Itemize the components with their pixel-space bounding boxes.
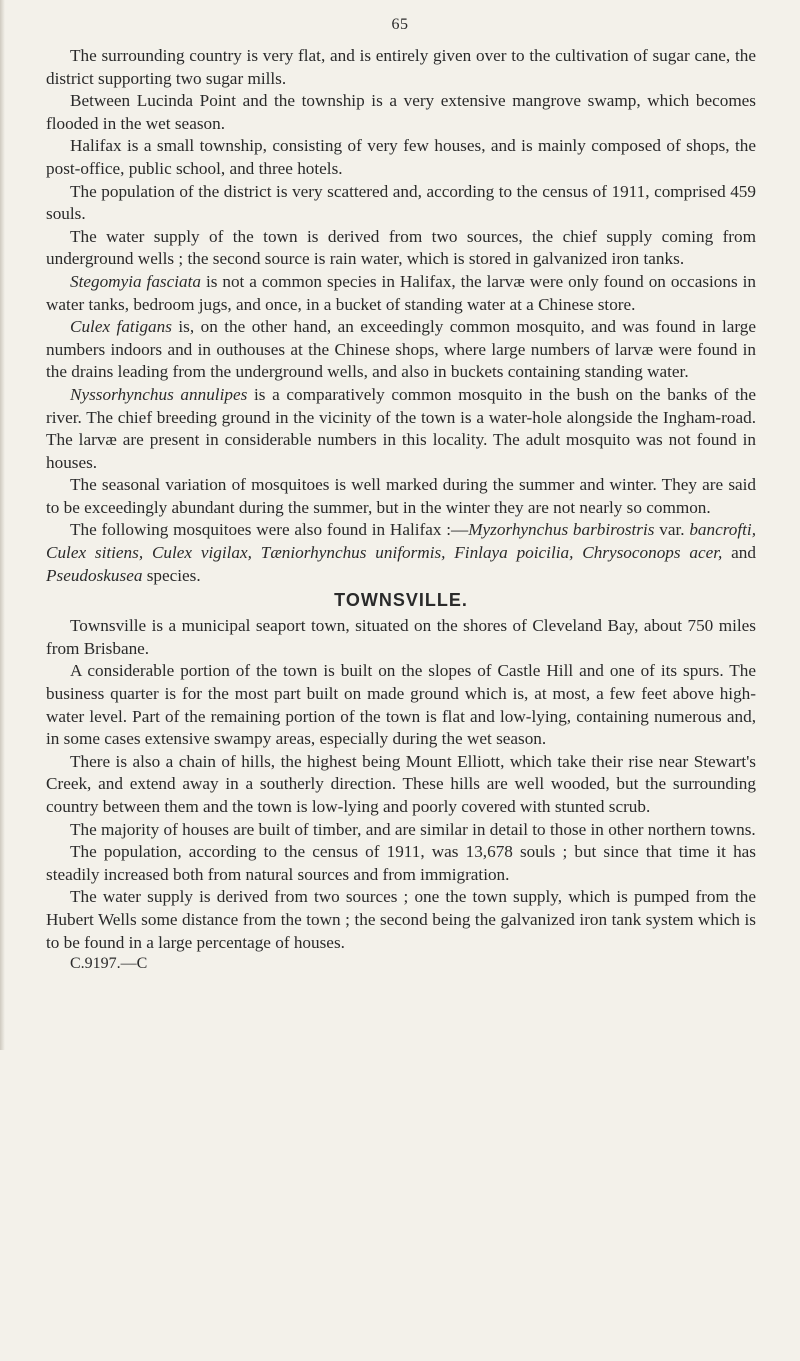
section-heading-townsville: TOWNSVILLE. [334, 590, 468, 611]
paragraph-other-mosquitoes [46, 519, 756, 587]
paragraph-halifax-population: The population of the district is very scattered and, according to the census of 1911, comprised 459 souls. [46, 181, 756, 224]
paragraph-townsville-water-supply: The water supply is derived from two sources ; one the town supply, which is pumped from the Hubert Wells some distance from the town ; the second being the galvanized iron tank system which is to be found in a large percentage of houses. [46, 887, 756, 952]
printer-code: C.9197.—C [70, 955, 148, 973]
paragraph-text: and [722, 543, 756, 563]
species-name: Stegomyia fasciata [70, 271, 201, 291]
species-name: Myzorhynchus barbirostris [468, 520, 655, 540]
paragraph-townsville-hills: There is also a chain of hills, the highest being Mount Elliott, which take their rise near Stewart's Creek, and extend away in a southerly direction. These hills are well wooded, but the surrounding country between them and the town is low-lying and poorly covered with stunted scrub. [46, 751, 756, 816]
paragraph-mangrove-swamp: Between Lucinda Point and the township is a very extensive mangrove swamp, which becomes flooded in the wet season. [46, 91, 756, 133]
paragraph-townsville-houses: The majority of houses are built of timber, and are similar in detail to those in other northern towns. [70, 819, 756, 839]
page-number: 65 [391, 16, 409, 33]
paragraph-text: is, on the other hand, an exceedingly common mosquito, and was found in large numbers indoors and in outhouses at the Chinese shops, where large numbers of larvæ were found in the drains leading from the underground wells, and also in buckets containing standing water. [46, 317, 756, 382]
paragraph-text: var. [654, 520, 690, 540]
paragraph-surrounding-country: The surrounding country is very flat, and is entirely given over to the cultivation of sugar cane, the district supporting two sugar mills. [46, 46, 756, 88]
species-name: Culex fatigans [70, 317, 172, 337]
paragraph-seasonal-variation: The seasonal variation of mosquitoes is well marked during the summer and winter. They are said to be exceedingly abundant during the summer, but in the winter they are not nearly so common. [46, 475, 756, 517]
paragraph-townsville-location: Townsville is a municipal seaport town, situated on the shores of Cleveland Bay, about 750 miles from Brisbane. [46, 616, 756, 658]
species-name: Pseudoskusea [46, 565, 143, 585]
paragraph-nyssorhynchus [46, 384, 756, 474]
paragraph-halifax-township: Halifax is a small township, consisting of very few houses, and is mainly composed of shops, the post-office, public school, and three hotels. [46, 136, 756, 178]
paragraph-halifax-water-supply: The water supply of the town is derived from two sources, the chief supply coming from underground wells ; the second source is rain water, which is stored in galvanized iron tanks. [46, 226, 756, 269]
paragraph-townsville-population: The population, according to the census of 1911, was 13,678 souls ; but since that time it has steadily increased both from natural sources and from immigration. [46, 842, 756, 884]
species-list: bancrofti, Culex sitiens, Culex vigilax, Tæniorhynchus uniformis, Finlaya poicilia, Chrysoconops acer, [46, 520, 757, 563]
species-name: Nyssorhynchus annulipes [70, 384, 248, 404]
paragraph-text: species. [142, 565, 201, 585]
page-edge-shadow [0, 0, 5, 1050]
paragraph-text: The following mosquitoes were also found in Halifax :— [70, 520, 469, 540]
paragraph-culex-fatigans [46, 316, 756, 384]
paragraph-stegomyia [46, 271, 756, 316]
paragraph-text: is not a common species in Halifax, the larvæ were only found on occasions in water tanks, bedroom jugs, and once, in a bucket of standing water at a Chinese store. [46, 271, 756, 314]
paragraph-text: is a comparatively common mosquito in the bush on the banks of the river. The chief breeding ground in the vicinity of the town is a water-hole alongside the Ingham-road. The larvæ are present in considerable numbers in this locality. The adult mosquito was not found in houses. [46, 384, 756, 472]
body-text [46, 45, 756, 974]
paragraph-townsville-topography: A considerable portion of the town is built on the slopes of Castle Hill and one of its spurs. The business quarter is for the most part built on made ground which is, at most, a few feet above high-water level. Part of the remaining portion of the town is flat and low-lying, containing numerous and, in some cases extensive swampy areas, especially during the wet season. [46, 661, 756, 749]
